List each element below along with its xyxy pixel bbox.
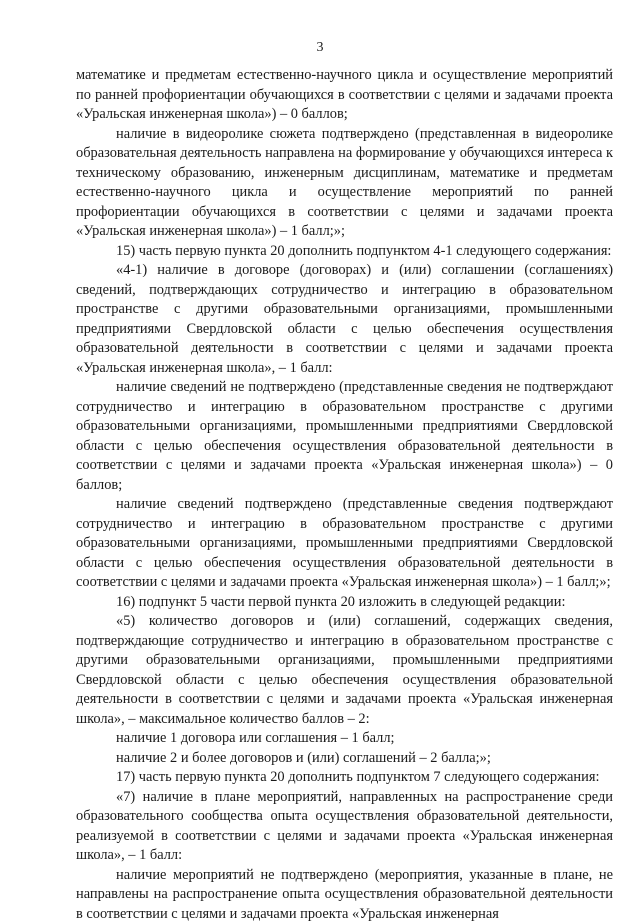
document-body xyxy=(76,66,613,924)
paragraph: «4-1) наличие в договоре (договорах) и (или) соглашении (соглашениях) сведений, подтверждающих сотрудничество и интеграцию в образовательном пространстве с другими образовательными организациями, промышленными предприятиями Свердловской области с целью обеспечения осуществления образовательной деятельности в соответствии с целями и задачами проекта «Уральская инженерная школа», – 1 балл: xyxy=(76,261,613,378)
paragraph: математике и предметам естественно-научного цикла и осуществление мероприятий по ранней профориентации обучающихся в соответствии с целями и задачами проекта «Уральская инженерная школа») – 0 баллов; xyxy=(76,66,613,125)
paragraph: наличие 1 договора или соглашения – 1 балл; xyxy=(76,729,613,749)
paragraph: «5) количество договоров и (или) соглашений, содержащих сведения, подтверждающие сотрудничество и интеграцию в образовательном пространстве с другими образовательными организациями, промышленными предприятиями Свердловской области с целью обеспечения осуществления образовательной деятельности в соответствии с целями и задачами проекта «Уральская инженерная школа», – максимальное количество баллов – 2: xyxy=(76,612,613,729)
paragraph: наличие сведений не подтверждено (представленные сведения не подтверждают сотрудничество и интеграцию в образовательном пространстве с другими образовательными организациями, промышленными предприятиями Свердловской области с целью обеспечения осуществления образовательной деятельности в соответствии с целями и задачами проекта «Уральская инженерная школа») – 0 баллов; xyxy=(76,378,613,495)
paragraph: наличие мероприятий не подтверждено (мероприятия, указанные в плане, не направлены на распространение опыта осуществления образовательной деятельности в соответствии с целями и задачами проекта «Уральская инженерная xyxy=(76,866,613,924)
paragraph: 15) часть первую пункта 20 дополнить подпунктом 4-1 следующего содержания: xyxy=(76,242,613,262)
paragraph: 16) подпункт 5 части первой пункта 20 изложить в следующей редакции: xyxy=(76,593,613,613)
paragraph: «7) наличие в плане мероприятий, направленных на распространение среди образовательного сообщества опыта осуществления образовательной деятельности, реализуемой в соответствии с целями и задачами проекта «Уральская инженерная школа», – 1 балл: xyxy=(76,788,613,866)
paragraph: 17) часть первую пункта 20 дополнить подпунктом 7 следующего содержания: xyxy=(76,768,613,788)
paragraph: наличие 2 и более договоров и (или) соглашений – 2 балла;»; xyxy=(76,749,613,769)
paragraph: наличие в видеоролике сюжета подтверждено (представленная в видеоролике образовательная деятельность направлена на формирование у обучающихся интереса к техническому образованию, инженерным дисциплинам, математике и предметам естественно-научного цикла и осуществление мероприятий по ранней профориентации обучающихся в соответствии с целями и задачами проекта «Уральская инженерная школа») – 1 балл;»; xyxy=(76,125,613,242)
page-number: 3 xyxy=(0,40,640,56)
paragraph: наличие сведений подтверждено (представленные сведения подтверждают сотрудничество и интеграцию в образовательном пространстве с другими образовательными организациями, промышленными предприятиями Свердловской области с целью обеспечения осуществления образовательной деятельности в соответствии с целями и задачами проекта «Уральская инженерная школа») – 1 балл;»; xyxy=(76,495,613,593)
